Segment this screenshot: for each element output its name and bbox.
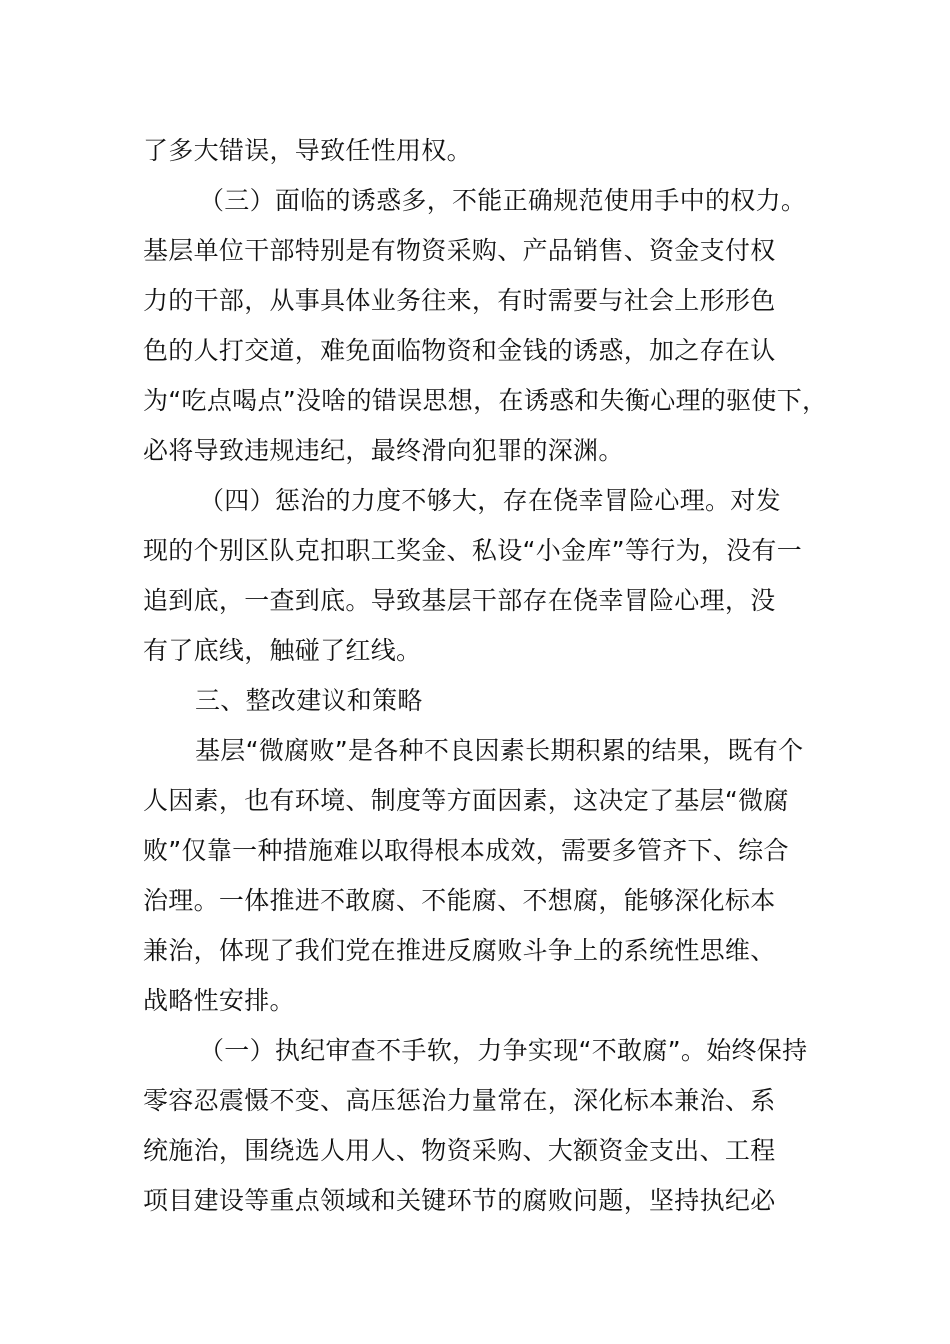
document-body xyxy=(143,126,833,1226)
paragraph-line: 色的人打交道，难免面临物资和金钱的诱惑，加之存在认 xyxy=(143,336,776,365)
section-heading-3: （三）面临的诱惑多，不能正确规范使用手中的权力。 xyxy=(199,186,807,215)
paragraph-line: 有了底线，触碰了红线。 xyxy=(143,636,422,665)
paragraph-line: 统施治，围绕选人用人、物资采购、大额资金支出、工程 xyxy=(143,1136,776,1165)
paragraph-line: 零容忍震慑不变、高压惩治力量常在，深化标本兼治、系 xyxy=(143,1086,776,1115)
paragraph-line: 现的个别区队克扣职工奖金、私设“小金库”等行为，没有一 xyxy=(143,536,803,565)
paragraph-line: 为“吃点喝点”没啥的错误思想，在诱惑和失衡心理的驱使下， xyxy=(143,386,828,415)
paragraph-line: 基层“微腐败”是各种不良因素长期积累的结果，既有个 xyxy=(195,736,804,765)
paragraph-line: 基层单位干部特别是有物资采购、产品销售、资金支付权 xyxy=(143,236,776,265)
paragraph-line: 人因素，也有环境、制度等方面因素，这决定了基层“微腐 xyxy=(143,786,789,815)
section-title: 三、整改建议和策略 xyxy=(195,686,423,715)
paragraph-line: 了多大错误，导致任性用权。 xyxy=(143,136,472,165)
paragraph-line: 兼治，体现了我们党在推进反腐败斗争上的系统性思维、 xyxy=(143,936,776,965)
paragraph-line: 败”仅靠一种措施难以取得根本成效，需要多管齐下、综合 xyxy=(143,836,789,865)
paragraph-line: 追到底，一查到底。导致基层干部存在侥幸冒险心理，没 xyxy=(143,586,776,615)
paragraph-line: 力的干部，从事具体业务往来，有时需要与社会上形形色 xyxy=(143,286,776,315)
section-heading-4: （四）惩治的力度不够大，存在侥幸冒险心理。对发 xyxy=(199,486,781,515)
paragraph-line: 必将导致违规违纪，最终滑向犯罪的深渊。 xyxy=(143,436,624,465)
paragraph-line: 治理。一体推进不敢腐、不能腐、不想腐，能够深化标本 xyxy=(143,886,776,915)
paragraph-line: 战略性安排。 xyxy=(143,986,295,1015)
section-heading-1: （一）执纪审查不手软，力争实现“不敢腐”。始终保持 xyxy=(199,1036,808,1065)
paragraph-line: 项目建设等重点领域和关键环节的腐败问题，坚持执纪必 xyxy=(143,1186,776,1215)
